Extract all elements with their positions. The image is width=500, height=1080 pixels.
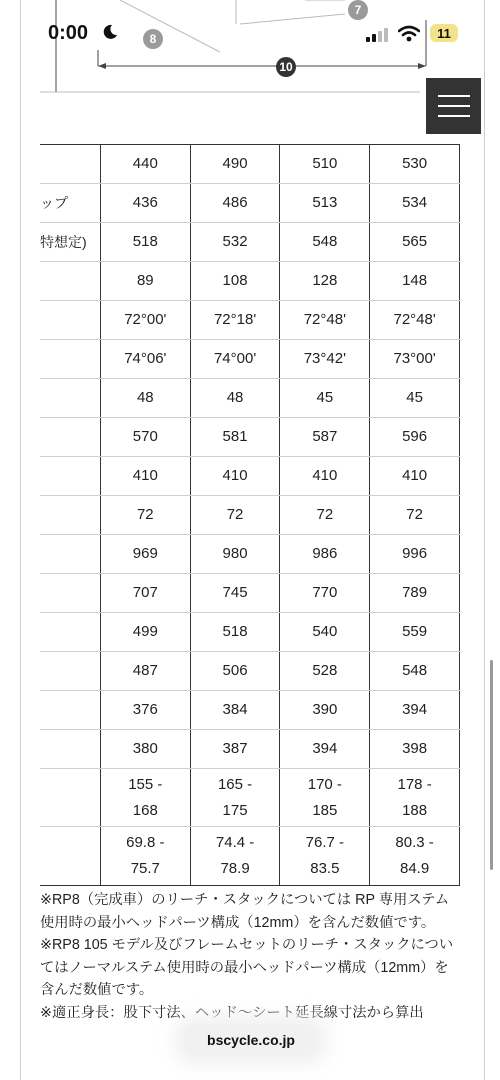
table-cell: 436: [100, 184, 190, 223]
hamburger-menu-button[interactable]: [426, 78, 481, 134]
table-cell: 390: [280, 691, 370, 730]
table-cell: 74°00': [190, 340, 280, 379]
table-cell: 384: [190, 691, 280, 730]
table-cell: 996: [370, 535, 460, 574]
page-left-border: [20, 0, 21, 1080]
table-cell: 73°00': [370, 340, 460, 379]
table-cell: 76.7 - 83.5: [280, 827, 370, 886]
battery-indicator: 11: [430, 24, 458, 42]
note-rp8-105-frameset: ※RP8 105 モデル及びフレームセットのリーチ・スタックについてはノーマルステム使用時の最小ヘッドパーツ構成（12mm）を含んだ数値です。: [40, 937, 454, 998]
table-cell: 45: [280, 379, 370, 418]
table-cell: 565: [370, 223, 460, 262]
table-cell: 394: [370, 691, 460, 730]
table-cell: 45: [370, 379, 460, 418]
menu-icon-bar: [438, 115, 470, 117]
table-row: [40, 535, 460, 574]
table-cell: 530: [370, 145, 460, 184]
table-row: [40, 145, 460, 184]
row-label: [40, 827, 100, 886]
table-row: [40, 574, 460, 613]
row-label: [40, 574, 100, 613]
table-cell: 745: [190, 574, 280, 613]
scrollbar[interactable]: [490, 660, 493, 870]
table-cell: 387: [190, 730, 280, 769]
row-label: [40, 535, 100, 574]
table-cell: 394: [280, 730, 370, 769]
table-row: [40, 652, 460, 691]
row-label: [40, 691, 100, 730]
table-cell: 410: [280, 457, 370, 496]
table-cell: 72: [370, 496, 460, 535]
table-cell: 48: [100, 379, 190, 418]
table-cell: 789: [370, 574, 460, 613]
table-cell: 581: [190, 418, 280, 457]
table-cell: 178 - 188: [370, 769, 460, 827]
table-cell: 410: [370, 457, 460, 496]
table-cell: 487: [100, 652, 190, 691]
table-cell: 510: [280, 145, 370, 184]
table-cell: 534: [370, 184, 460, 223]
table-cell: 48: [190, 379, 280, 418]
table-cell: 72: [190, 496, 280, 535]
table-cell: 707: [100, 574, 190, 613]
table-cell: 72: [280, 496, 370, 535]
menu-icon-bar: [438, 95, 470, 97]
url-bar[interactable]: bscycle.co.jp: [182, 1024, 320, 1056]
table-cell: 80.3 - 84.9: [370, 827, 460, 886]
table-cell: 72°48': [280, 301, 370, 340]
table-row: [40, 613, 460, 652]
table-cell: 155 - 168: [100, 769, 190, 827]
table-cell: 108: [190, 262, 280, 301]
row-label: ップ: [40, 184, 100, 223]
row-label: [40, 613, 100, 652]
table-cell: 540: [280, 613, 370, 652]
geometry-table: [40, 144, 460, 886]
table-cell: 506: [190, 652, 280, 691]
table-cell: 72: [100, 496, 190, 535]
table-cell: 528: [280, 652, 370, 691]
table-cell: 128: [280, 262, 370, 301]
table-cell: 587: [280, 418, 370, 457]
table-cell: 490: [190, 145, 280, 184]
table-cell: 518: [190, 613, 280, 652]
table-cell: 72°18': [190, 301, 280, 340]
table-row: [40, 340, 460, 379]
wifi-icon: [398, 25, 420, 42]
table-cell: 74°06': [100, 340, 190, 379]
table-row: [40, 457, 460, 496]
table-row: [40, 691, 460, 730]
table-cell: 148: [370, 262, 460, 301]
diagram-badge-8: 8: [143, 29, 163, 49]
table-row: [40, 184, 460, 223]
row-label: [40, 301, 100, 340]
status-time: 0:00: [48, 22, 89, 44]
row-label: [40, 496, 100, 535]
table-cell: 440: [100, 145, 190, 184]
notes-section: [40, 889, 460, 1024]
table-cell: 89: [100, 262, 190, 301]
table-row: [40, 223, 460, 262]
row-label: [40, 379, 100, 418]
row-label: [40, 769, 100, 827]
table-cell: 986: [280, 535, 370, 574]
table-cell: 72°00': [100, 301, 190, 340]
table-cell: 980: [190, 535, 280, 574]
status-bar: [0, 0, 500, 64]
table-row: [40, 418, 460, 457]
table-cell: 532: [190, 223, 280, 262]
row-label: [40, 652, 100, 691]
table-row: [40, 496, 460, 535]
table-cell: 570: [100, 418, 190, 457]
table-cell: 69.8 - 75.7: [100, 827, 190, 886]
table-cell: 548: [280, 223, 370, 262]
table-cell: 73°42': [280, 340, 370, 379]
table-cell: 518: [100, 223, 190, 262]
table-cell: 170 - 185: [280, 769, 370, 827]
row-label: [40, 262, 100, 301]
row-label: [40, 418, 100, 457]
table-cell: 548: [370, 652, 460, 691]
table-cell: 596: [370, 418, 460, 457]
diagram-badge-7: 7: [348, 0, 368, 20]
row-label: [40, 340, 100, 379]
table-cell: 559: [370, 613, 460, 652]
table-cell: 376: [100, 691, 190, 730]
table-row: [40, 301, 460, 340]
row-label: [40, 730, 100, 769]
table-cell: 499: [100, 613, 190, 652]
table-cell: 410: [190, 457, 280, 496]
row-label: 特想定): [40, 223, 100, 262]
diagram-badge-10: 10: [276, 57, 296, 77]
table-cell: 74.4 - 78.9: [190, 827, 280, 886]
table-cell: 770: [280, 574, 370, 613]
table-cell: 513: [280, 184, 370, 223]
table-row: [40, 827, 460, 886]
table-row: [40, 379, 460, 418]
row-label: [40, 457, 100, 496]
page-right-border: [484, 0, 485, 1080]
row-label: [40, 145, 100, 184]
note-rp8-complete: ※RP8（完成車）のリーチ・スタックについては RP 専用ステム使用時の最小ヘッドパーツ構成（12mm）を含んだ数値です。: [40, 892, 450, 931]
table-cell: 410: [100, 457, 190, 496]
note-height: ※適正身長：股下寸法、ヘッド〜シート延長線寸法から算出: [40, 1004, 424, 1021]
table-cell: 969: [100, 535, 190, 574]
cellular-signal-icon: [366, 28, 388, 42]
table-row: [40, 730, 460, 769]
moon-icon: [102, 24, 118, 40]
table-cell: 72°48': [370, 301, 460, 340]
table-cell: 165 - 175: [190, 769, 280, 827]
table-row: [40, 769, 460, 827]
table-cell: 380: [100, 730, 190, 769]
table-row: [40, 262, 460, 301]
table-cell: 398: [370, 730, 460, 769]
table-cell: 486: [190, 184, 280, 223]
menu-icon-bar: [438, 105, 470, 107]
